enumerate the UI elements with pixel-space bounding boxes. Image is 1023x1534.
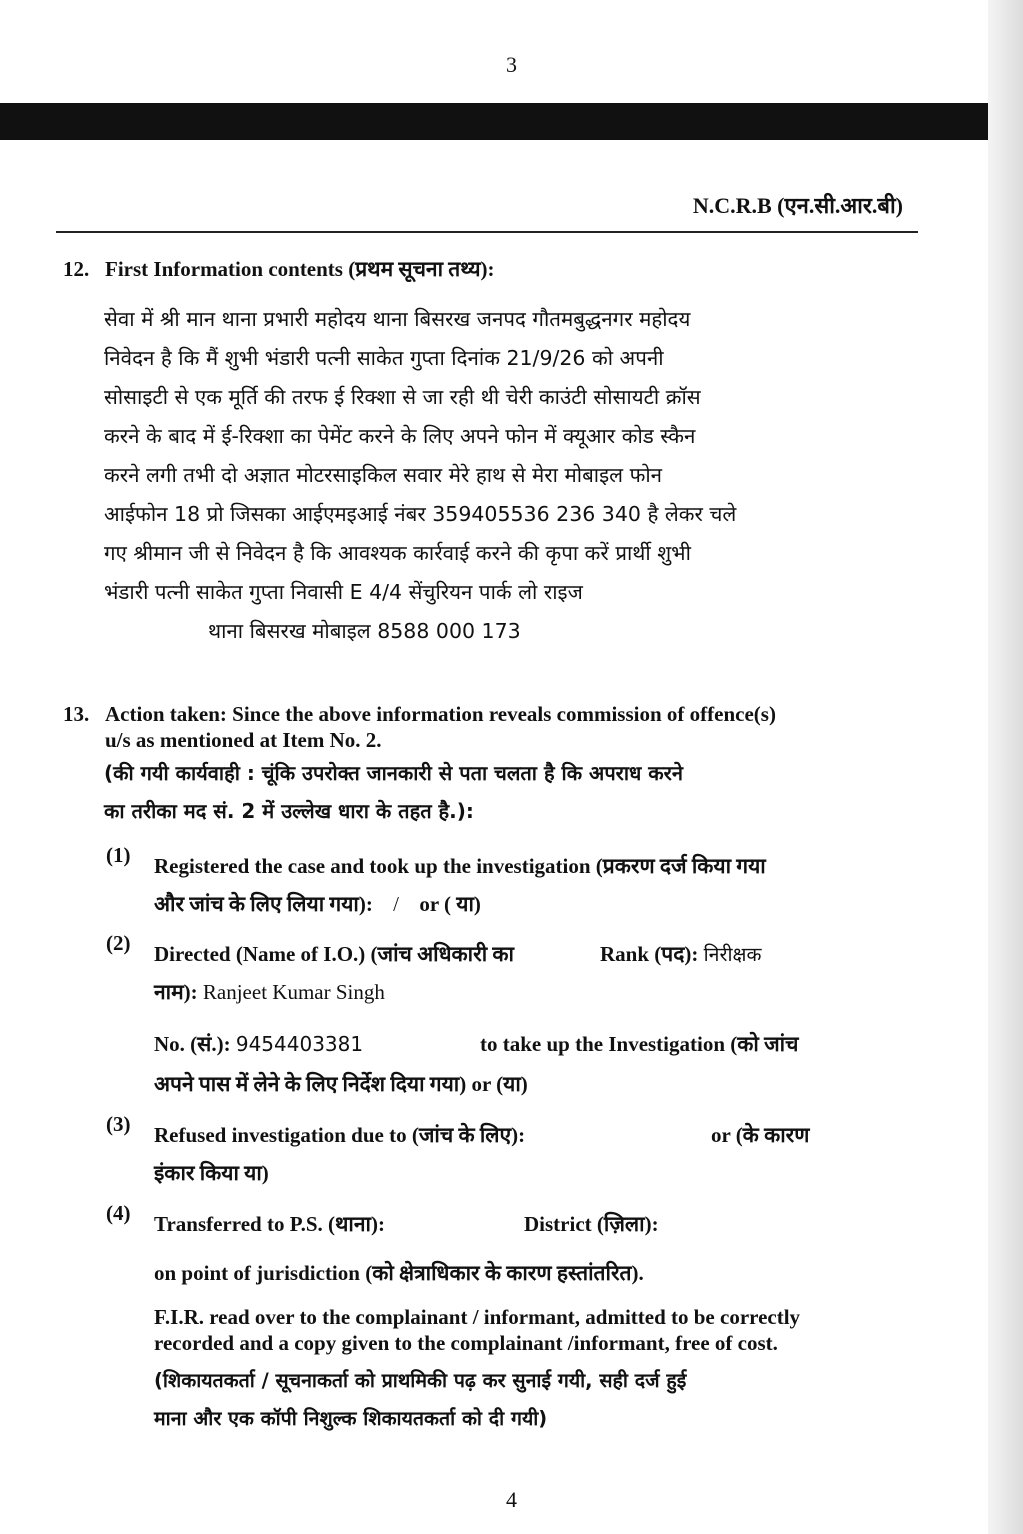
item-2-no-value: 9454403381 xyxy=(235,1032,364,1056)
item-4-number: (4) xyxy=(106,1201,131,1225)
info-line: सेवा में श्री मान थाना प्रभारी महोदय थाना बिसरख जनपद गौतमबुद्धनगर महोदय xyxy=(104,307,691,331)
fir-read-over-text xyxy=(154,1304,894,1356)
page-edge-shadow xyxy=(988,0,1023,1534)
action-item-1 xyxy=(106,843,896,923)
info-line: सोसाइटी से एक मूर्ति की तरफ ई रिक्शा से जा रही थी चेरी काउंटी सोसायटी क्रॉस xyxy=(104,385,701,409)
item-1-number: (1) xyxy=(106,843,131,867)
item-3-body xyxy=(154,1116,894,1192)
header-rule xyxy=(56,231,918,233)
section-13-hindi-line2: का तरीका मद सं. 2 में उल्लेख धारा के तहत है.): xyxy=(104,799,474,823)
item-1-line1: Registered the case and took up the investigation (प्रकरण दर्ज किया गया xyxy=(154,854,766,878)
page-number-bottom: 4 xyxy=(506,1487,517,1512)
section-13-heading xyxy=(63,701,923,757)
item-1-tick: / xyxy=(393,892,399,916)
item-2-number: (2) xyxy=(106,931,131,955)
item-4-ps-label: Transferred to P.S. (थाना): xyxy=(154,1212,385,1236)
section-13-title-line1: Action taken: Since the above information reveals commission of offence(s) xyxy=(105,702,776,726)
fir-read-line2: recorded and a copy given to the complainant /informant, free of cost. xyxy=(154,1331,778,1355)
info-line: करने लगी तभी दो अज्ञात मोटरसाइकिल सवार मेरे हाथ से मेरा मोबाइल फोन xyxy=(104,463,663,487)
fir-hindi-line1: (शिकायतकर्ता / सूचनाकर्ता को प्राथमिकी पढ़ कर सुनाई गयी, सही दर्ज हुई xyxy=(154,1369,687,1392)
ncrb-header: N.C.R.B (एन.सी.आर.बी) xyxy=(692,193,903,218)
info-line: निवेदन है कि मैं शुभी भंडारी पत्नी साकेत गुप्ता दिनांक 21/9/26 को अपनी xyxy=(104,346,664,370)
item-2-rank-label xyxy=(600,935,761,974)
fir-hindi-text xyxy=(154,1362,894,1438)
section-13-title-line2: u/s as mentioned at Item No. 2. xyxy=(105,728,382,752)
section-12-heading xyxy=(63,256,923,286)
section-13-hindi-title xyxy=(104,754,894,830)
item-4-body xyxy=(154,1205,894,1243)
jurisdiction-line: on point of jurisdiction (को क्षेत्राधिकार के कारण हस्तांतरित). xyxy=(154,1261,644,1285)
item-1-or: or ( या) xyxy=(419,892,481,916)
info-line: करने के बाद में ई-रिक्शा का पेमेंट करने के लिए अपने फोन में क्यूआर कोड स्कैन xyxy=(104,424,696,448)
item-2-no-label: No. (सं.): xyxy=(154,1032,231,1056)
action-item-4 xyxy=(106,1201,896,1241)
item-2-name-label: नाम): xyxy=(154,980,198,1004)
item-2-body xyxy=(154,935,894,1103)
item-1-body xyxy=(154,847,894,923)
rank-label: Rank (पद): xyxy=(600,942,699,966)
section-12-number: 12. xyxy=(63,257,90,281)
info-line-address: थाना बिसरख मोबाइल 8588 000 173 xyxy=(208,619,521,643)
page-separator-band xyxy=(0,103,988,140)
item-3-line1: Refused investigation due to (जांच के लिए): xyxy=(154,1123,526,1147)
item-2-take-up-line2: अपने पास में लेने के लिए निर्देश दिया गया) or (या) xyxy=(154,1072,528,1096)
page-number-top: 3 xyxy=(506,52,517,77)
fir-hindi-line2: माना और एक कॉपी निशुल्क शिकायतकर्ता को दी गयी) xyxy=(154,1407,548,1430)
fir-read-line1: F.I.R. read over to the complainant / informant, admitted to be correctly xyxy=(154,1305,801,1329)
info-line: भंडारी पत्नी साकेत गुप्ता निवासी E 4/4 सेंचुरियन पार्क लो राइज xyxy=(104,580,583,604)
section-13-title xyxy=(105,701,885,753)
section-13-hindi-line1: (की गयी कार्यवाही : चूंकि उपरोक्त जानकारी से पता चलता है कि अपराध करने xyxy=(104,761,683,785)
item-3-or: or (के कारण xyxy=(711,1123,810,1147)
item-2-name-value: Ranjeet Kumar Singh xyxy=(202,980,385,1004)
action-item-3 xyxy=(106,1112,896,1192)
section-13-number: 13. xyxy=(63,702,90,726)
item-2-take-up: to take up the Investigation (को जांच xyxy=(480,1032,799,1056)
info-line: गए श्रीमान जी से निवेदन है कि आवश्यक कार्रवाई करने की कृपा करें प्रार्थी शुभी xyxy=(104,541,691,565)
item-4-district-label: District (ज़िला): xyxy=(524,1212,659,1236)
info-line: आईफोन 18 प्रो जिसका आईएमइआई नंबर 359405536 236 340 है लेकर चले xyxy=(104,502,737,526)
item-3-line2: इंकार किया या) xyxy=(154,1161,269,1185)
item-1-line2: और जांच के लिए लिया गया): xyxy=(154,892,373,916)
section-12-title: First Information contents (प्रथम सूचना तथ्य): xyxy=(105,257,495,281)
item-2-directed-label: Directed (Name of I.O.) (जांच अधिकारी का xyxy=(154,942,514,966)
rank-value: निरीक्षक xyxy=(703,943,762,966)
first-information-text xyxy=(104,300,894,651)
action-item-2 xyxy=(106,931,896,1101)
item-3-number: (3) xyxy=(106,1112,131,1136)
